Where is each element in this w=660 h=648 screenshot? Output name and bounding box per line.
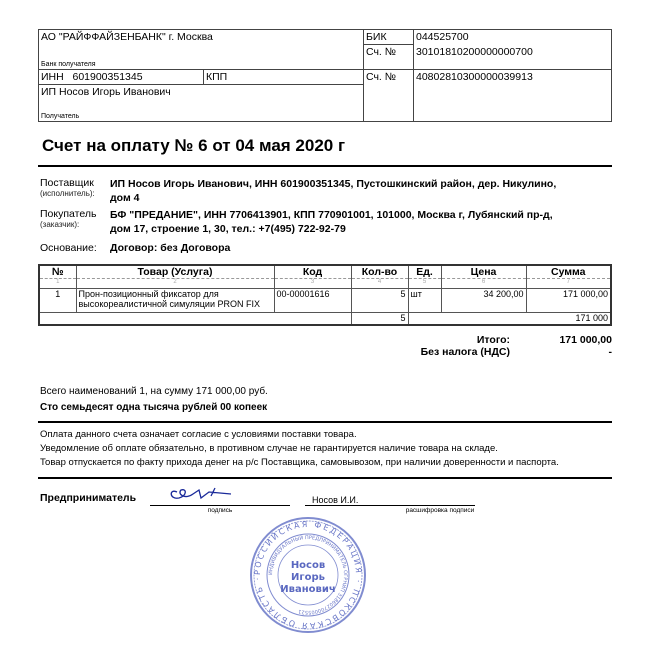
col-number: 6 (441, 279, 526, 289)
svg-text:Иванович: Иванович (280, 584, 336, 595)
summary-words: Сто семьдесят одна тысяча рублей 00 копеек (40, 402, 268, 413)
table-total-row (39, 313, 611, 325)
col-number: 1 (39, 279, 76, 289)
total-value: 171 000,00 (559, 334, 612, 346)
col-number: 4 (351, 279, 408, 289)
summary-count: Всего наименований 1, на сумму 171 000,00 руб. (40, 386, 268, 397)
invoice-title: Счет на оплату № 6 от 04 мая 2020 г (42, 136, 346, 155)
name-line (305, 505, 475, 506)
row-code: 00-00001616 (274, 289, 351, 313)
bank-name: АО "РАЙФФАЙЗЕНБАНК" г. Москва (41, 31, 213, 43)
supplier-block (40, 177, 556, 205)
svg-text:ИНДИВИДУАЛЬНЫЙ ПРЕДПРИНИМАТЕЛЬ: ИНДИВИДУАЛЬНЫЙ ПРЕДПРИНИМАТЕЛЬ ОГРНИП 318602700005521 (267, 534, 349, 616)
items-table (38, 264, 612, 326)
buyer-label: Покупатель (40, 208, 97, 220)
note: Товар отпускается по факту прихода денег на р/с Поставщика, самовывозом, при наличии доверенности и паспорта. (40, 457, 559, 468)
signer-name: Носов И.И. (312, 495, 359, 505)
account-label: Сч. № (364, 70, 414, 122)
row-qty: 5 (351, 289, 408, 313)
buyer-line2: дом 17, строение 1, 30, тел.: +7(495) 722-92-79 (110, 223, 346, 235)
svg-text:РОССИЙСКАЯ ФЕДЕРАЦИЯ · ПСКОВСК: РОССИЙСКАЯ ФЕДЕРАЦИЯ · ПСКОВСКАЯ ОБЛАСТЬ · (252, 519, 364, 631)
row-sum: 171 000,00 (526, 289, 611, 313)
total-label: Итого: (476, 334, 510, 346)
row-number: 1 (39, 289, 76, 313)
corr-account-label: Сч. № (364, 45, 414, 70)
total-qty: 5 (351, 313, 408, 325)
col-number: 7 (526, 279, 611, 289)
note: Оплата данного счета означает согласие с условиями поставки товара. (40, 429, 357, 440)
col-number: 3 (274, 279, 351, 289)
corr-account-value: 30101810200000000700 (414, 45, 612, 70)
inn-label: ИНН (41, 71, 64, 83)
svg-text:Игорь: Игорь (291, 572, 325, 583)
row-unit: шт (408, 289, 441, 313)
vat-label: Без налога (НДС) (420, 346, 510, 358)
kpp-label: КПП (206, 71, 228, 83)
bank-details-table (38, 29, 612, 122)
col-number: 2 (76, 279, 274, 289)
col-header: Сумма (526, 265, 611, 279)
supplier-line1: ИП Носов Игорь Иванович, ИНН 601900351345, Пустошкинский район, дер. Никулино, (110, 178, 557, 190)
basis-label: Основание: (40, 242, 97, 254)
col-header: Кол-во (351, 265, 408, 279)
divider (38, 477, 612, 479)
inn-value: 601900351345 (72, 71, 143, 83)
bank-name-cell (39, 30, 364, 70)
buyer-block (40, 208, 553, 236)
supplier-line2: дом 4 (110, 192, 140, 204)
table-row (39, 289, 611, 313)
bik-label: БИК (364, 30, 414, 45)
divider (38, 421, 612, 423)
recipient-name: ИП Носов Игорь Иванович (41, 86, 171, 98)
account-value: 40802810300000039913 (414, 70, 612, 122)
basis-value: Договор: без Договора (110, 242, 231, 254)
supplier-label: Поставщик (40, 177, 94, 189)
total-sum: 171 000 (408, 313, 611, 325)
recipient-caption: Получатель (41, 113, 80, 120)
name-caption: расшифровка подписи (405, 507, 475, 514)
col-header: Товар (Услуга) (76, 265, 274, 279)
bik-value: 044525700 (414, 30, 612, 45)
vat-value: - (608, 346, 612, 358)
basis-block (40, 242, 230, 254)
row-product: Прон-позиционный фиксатор для высокореалистичной симуляции PRON FIX (76, 289, 274, 313)
bank-caption: Банк получателя (41, 61, 96, 68)
col-header: № (39, 265, 76, 279)
note: Уведомление об оплате обязательно, в противном случае не гарантируется наличие товара на складе. (40, 443, 498, 454)
company-stamp (248, 515, 368, 635)
col-header: Ед. (408, 265, 441, 279)
handwritten-signature (165, 482, 245, 506)
col-header: Цена (441, 265, 526, 279)
supplier-sublabel: (исполнитель): (40, 189, 95, 198)
svg-text:Носов: Носов (290, 560, 326, 571)
buyer-line1: БФ "ПРЕДАНИЕ", ИНН 7706413901, КПП 770901001, 101000, Москва г, Лубянский пр-д, (110, 209, 553, 221)
col-header: Код (274, 265, 351, 279)
buyer-sublabel: (заказчик): (40, 220, 80, 229)
row-price: 34 200,00 (441, 289, 526, 313)
signer-role: Предприниматель (40, 492, 137, 504)
signature-caption: подпись (207, 507, 233, 514)
col-number: 5 (408, 279, 441, 289)
divider (38, 165, 612, 167)
